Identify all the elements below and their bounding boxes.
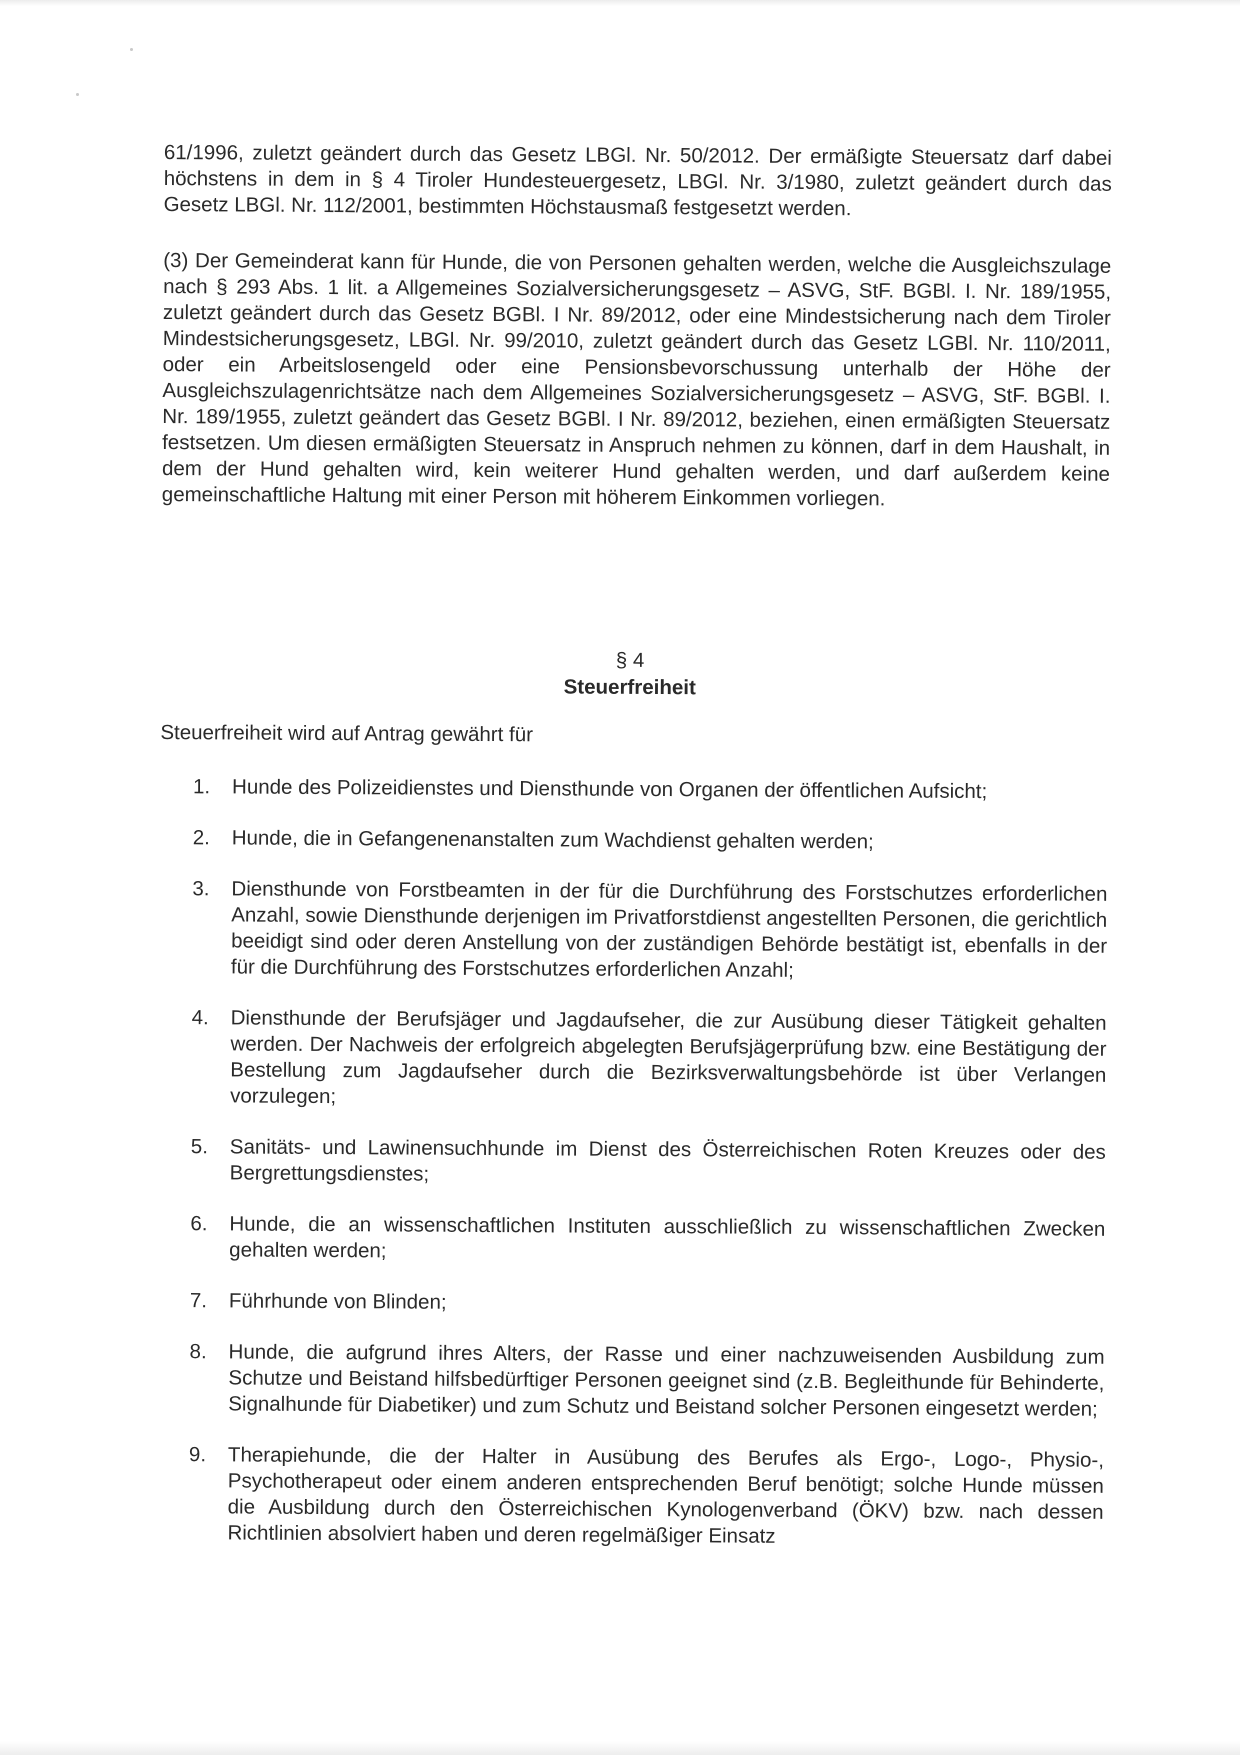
list-item: [160, 825, 1108, 857]
list-item: [159, 876, 1108, 986]
list-item-number: 7.: [189, 1289, 208, 1313]
list-item-text: Sanitäts- und Lawinensuchhunde im Dienst des Österreichischen Roten Kreuzes oder des Bergrettungsdienstes;: [229, 1135, 1106, 1186]
list-item: [156, 1339, 1104, 1423]
list-item-number: 4.: [191, 1006, 209, 1030]
list-item-text: Führhunde von Blinden;: [228, 1289, 447, 1314]
paragraph-3: (3) Der Gemeinderat kann für Hunde, die von Personen gehalten werden, welche die Ausgleichszulage nach § 293 Abs. 1 lit. a Allgemeines Sozialversicherungsgesetz – ASVG, StF. BGBl. I. Nr. 189/1955, zuletzt geändert durch das Gesetz BGBl. I Nr. 89/2012, oder eine Mindestsicherung nach dem Tiroler Mindestsicherungsgesetz, LBGl. Nr. 99/2010, zuletzt geändert durch das Gesetz LGBl. Nr. 110/2011, oder ein Arbeitslosengeld oder eine Pensionsbevorschussung unterhalb der Höhe der Ausgleichszulagenrichtsätze nach dem Allgemeines Sozialversicherungsgesetz – ASVG, StF. BGBl. I. Nr. 189/1955, zuletzt geändert das Gesetz BGBl. I Nr. 89/2012, beziehen, einen ermäßigten Steuersatz festsetzen. Um diesen ermäßigten Steuersatz in Anspruch nehmen zu können, darf in dem Haushalt, in dem der Hund gehalten wird, kein weiterer Hund gehalten werden, und darf außerdem keine gemeinschaftliche Haltung mit einer Person mit höherem Einkommen vorliegen.: [161, 248, 1112, 511]
list-item-text: Hunde, die aufgrund ihres Alters, der Rasse und einer nachzuweisenden Ausbildung zum Schutze und Beistand hilfsbedürftiger Personen geeignet sind (z.B. Begleithunde für Behinderte, Signalhunde für Diabetiker) und zum Schutz und Beistand solcher Personen eingesetzt werden;: [228, 1340, 1105, 1421]
paragraph-continuation: 61/1996, zuletzt geändert durch das Gesetz LBGl. Nr. 50/2012. Der ermäßigte Steuersatz darf dabei höchstens in dem in § 4 Tiroler Hundesteuergesetz, LBGl. Nr. 3/1980, zuletzt geändert durch das Gesetz LBGl. Nr. 112/2001, bestimmten Höchstausmaß festgesetzt werden.: [163, 140, 1112, 221]
list-item: [158, 1005, 1107, 1115]
exemption-list: [155, 774, 1108, 1577]
list-item-text: Hunde, die in Gefangenenanstalten zum Wachdienst gehalten werden;: [231, 826, 874, 854]
list-item-text: Hunde, die an wissenschaftlichen Instituten ausschließlich zu wissenschaftlichen Zwecken gehalten werden;: [229, 1212, 1106, 1263]
list-item-number: 2.: [192, 826, 210, 850]
document-body: [160, 140, 1112, 1548]
scan-edge-bottom: [0, 1741, 1240, 1755]
list-item-text: Diensthunde der Berufsjäger und Jagdaufseher, die zur Ausübung dieser Tätigkeit gehalten werden. Der Nachweis der erfolgreich abgelegten Berufsjägerprüfung bzw. eine Bestätigung der Bestellung zum Jagdaufseher durch die Bezirksverwaltungsbehörde ist über Verlangen vorzulegen;: [230, 1006, 1107, 1109]
list-item-number: 1.: [192, 775, 211, 799]
list-item-number: 8.: [189, 1340, 207, 1364]
list-intro: Steuerfreiheit wird auf Antrag gewährt für: [160, 720, 534, 747]
list-item-text: Therapiehunde, die der Halter in Ausübung des Berufes als Ergo-, Logo-, Physio-, Psychotherapeut oder einem anderen entsprechenden Beruf benötigt; solche Hunde müssen die Ausbildung durch den Österreichischen Kynologenverband (ÖKV) bzw. nach dessen Richtlinien absolviert haben und deren regelmäßiger Einsatz: [227, 1443, 1105, 1548]
section-number: § 4: [615, 648, 645, 672]
section-heading: [161, 645, 1109, 700]
list-item-number: 9.: [188, 1443, 207, 1467]
scan-edge-top: [0, 0, 1240, 6]
list-item-text: Hunde des Polizeidienstes und Diensthunde von Organen der öffentlichen Aufsicht;: [231, 775, 988, 804]
list-item: [157, 1211, 1105, 1269]
list-item-number: 5.: [190, 1135, 209, 1159]
list-item-number: 3.: [192, 877, 210, 901]
list-item: [157, 1288, 1105, 1320]
list-item-text: Diensthunde von Forstbeamten in der für die Durchführung des Forstschutzes erforderlichen Anzahl, sowie Diensthunde derjenigen im Privatforstdienst angestellten Personen, die gerichtlich beeidigt sind oder deren Anstellung von der zuständigen Behörde bestätigt ist, ebenfalls in der für die Durchführung des Forstschutzes erforderlichen Anzahl;: [230, 877, 1108, 982]
scan-speck: [76, 93, 79, 96]
section-title: Steuerfreiheit: [563, 675, 696, 700]
list-item-number: 6.: [190, 1212, 208, 1236]
list-item: [155, 1442, 1104, 1552]
scan-speck: [130, 48, 133, 51]
list-item: [160, 774, 1108, 806]
list-item: [158, 1134, 1106, 1192]
